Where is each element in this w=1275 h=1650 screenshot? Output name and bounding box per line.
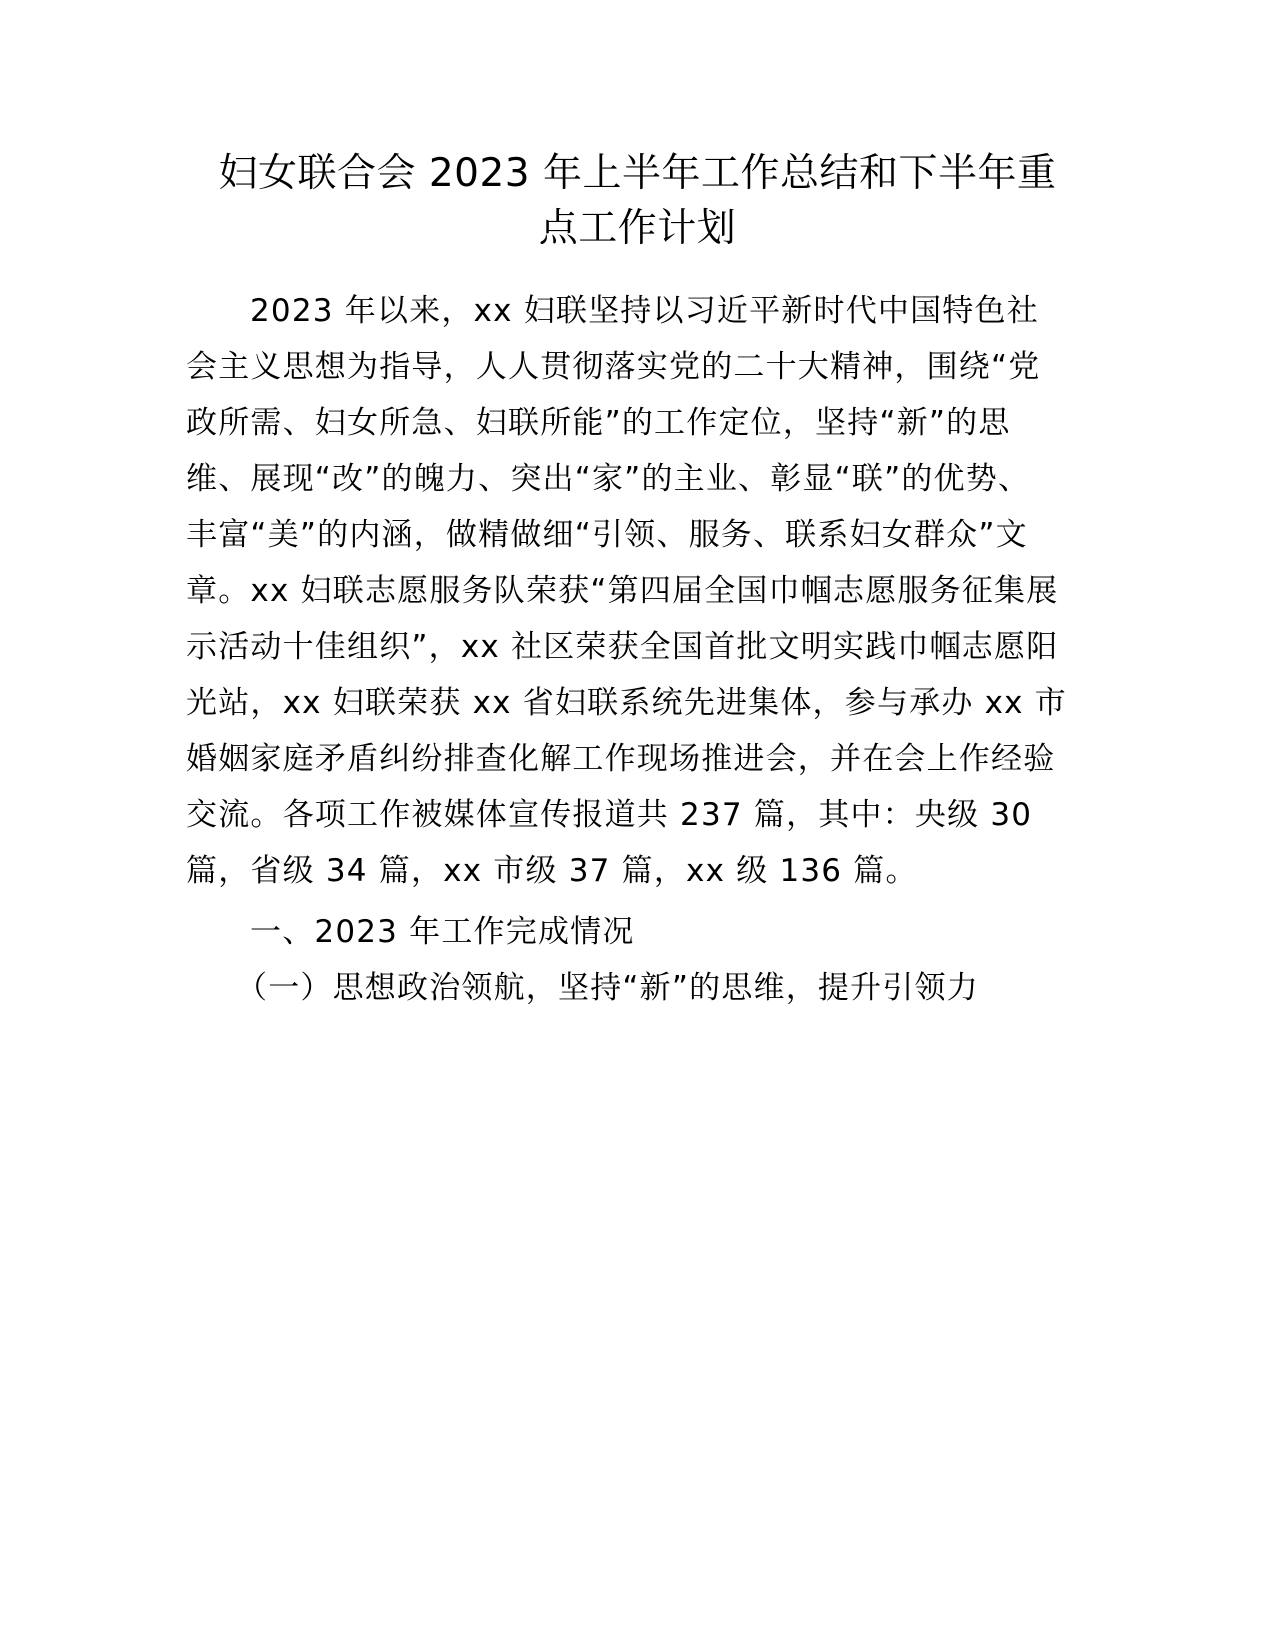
- paragraph-line: 政所需、妇女所急、妇联所能”的工作定位，坚持“新”的思: [186, 405, 1011, 441]
- title-line-2: 点工作计划: [538, 206, 737, 251]
- subsection-heading: （一）思想政治领航，坚持“新”的思维，提升引领力: [236, 970, 979, 1006]
- paragraph-line: 2023 年以来，xx 妇联坚持以习近平新时代中国特色社: [250, 293, 1039, 329]
- paragraph-line: 光站，xx 妇联荣获 xx 省妇联系统先进集体，参与承办 xx 市: [186, 685, 1067, 721]
- paragraph-line: 章。xx 妇联志愿服务队荣获“第四届全国巾帼志愿服务征集展: [186, 573, 1059, 609]
- title-line-1: 妇女联合会 2023 年上半年工作总结和下半年重: [218, 151, 1057, 196]
- paragraph-line: 篇，省级 34 篇，xx 市级 37 篇，xx 级 136 篇。: [186, 853, 918, 889]
- paragraph-line: 交流。各项工作被媒体宣传报道共 237 篇，其中：央级 30: [186, 797, 1033, 833]
- paragraph-line: 丰富“美”的内涵，做精做细“引领、服务、联系妇女群众”文: [186, 517, 1028, 553]
- document-title: [170, 146, 1105, 256]
- paragraph-line: 示活动十佳组织”，xx 社区荣获全国首批文明实践巾帼志愿阳: [186, 629, 1059, 665]
- paragraph-line: 维、展现“改”的魄力、突出“家”的主业、彰显“联”的优势、: [186, 461, 1031, 497]
- paragraph-line: 会主义思想为指导，人人贯彻落实党的二十大精神，围绕“党: [186, 349, 1041, 385]
- intro-paragraph: [186, 283, 1086, 899]
- section-heading: 一、2023 年工作完成情况: [250, 914, 635, 950]
- paragraph-line: 婚姻家庭矛盾纠纷排查化解工作现场推进会，并在会上作经验: [186, 741, 1056, 777]
